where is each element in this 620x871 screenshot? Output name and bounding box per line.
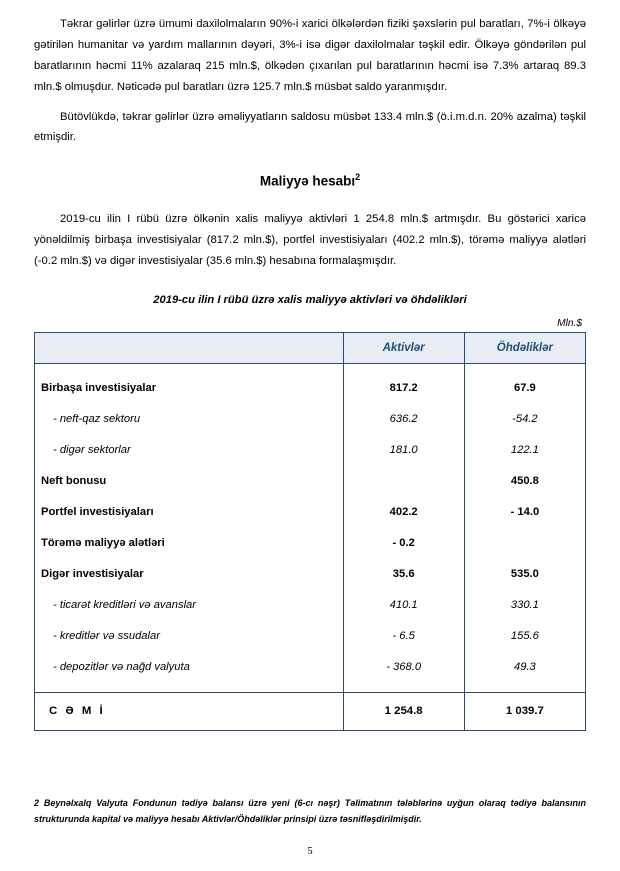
row-assets <box>343 466 464 497</box>
section-title-footnote-ref: 2 <box>355 172 361 183</box>
row-label: Digər investisiyalar <box>35 559 344 590</box>
row-liabilities <box>464 528 585 559</box>
row-liabilities: 122.1 <box>464 435 585 466</box>
row-assets: - 6.5 <box>343 621 464 652</box>
row-assets: - 368.0 <box>343 652 464 683</box>
table-row <box>35 404 586 435</box>
row-assets: - 0.2 <box>343 528 464 559</box>
row-liabilities: 330.1 <box>464 590 585 621</box>
row-liabilities: 155.6 <box>464 621 585 652</box>
section-title <box>34 172 586 189</box>
table-row <box>35 528 586 559</box>
row-assets: 410.1 <box>343 590 464 621</box>
table-header-blank <box>35 332 344 363</box>
page-number: 5 <box>307 846 313 857</box>
table-row <box>35 652 586 683</box>
table-total-row <box>35 692 586 730</box>
row-label: Birbaşa investisiyalar <box>35 373 344 404</box>
row-label: - depozitlər və nağd valyuta <box>35 652 344 683</box>
table-header-liabilities: Öhdəliklər <box>464 332 585 363</box>
row-label: Portfel investisiyaları <box>35 497 344 528</box>
row-liabilities: 67.9 <box>464 373 585 404</box>
table-row <box>35 497 586 528</box>
row-liabilities: 49.3 <box>464 652 585 683</box>
table-unit-label: Mln.$ <box>557 317 582 329</box>
row-label: - kreditlər və ssudalar <box>35 621 344 652</box>
table-caption: 2019-cu ilin I rübü üzrə xalis maliyyə aktivləri və öhdəlikləri <box>153 293 467 306</box>
table-row <box>35 435 586 466</box>
paragraph-2: Bütövlükdə, təkrar gəlirlər üzrə əməliyyatların saldosu müsbət 133.4 mln.$ (ö.i.m.d.n. 20% azalma) təşkil etmişdir. <box>34 110 586 144</box>
row-label: - ticarət kreditləri və avanslar <box>35 590 344 621</box>
table-row <box>35 373 586 404</box>
row-label: Neft bonusu <box>35 466 344 497</box>
table-row <box>35 559 586 590</box>
row-liabilities: 535.0 <box>464 559 585 590</box>
table-spacer-row <box>35 683 586 693</box>
total-liabilities: 1 039.7 <box>464 692 585 730</box>
row-assets: 402.2 <box>343 497 464 528</box>
row-assets: 817.2 <box>343 373 464 404</box>
row-assets: 181.0 <box>343 435 464 466</box>
financial-account-table <box>34 332 586 731</box>
row-liabilities: - 14.0 <box>464 497 585 528</box>
row-assets: 35.6 <box>343 559 464 590</box>
paragraph-3: 2019-cu ilin I rübü üzrə ölkənin xalis maliyyə aktivləri 1 254.8 mln.$ artmışdır. Bu göstərici xaricə yönəldilmiş birbaşa investisiyalar (817.2 mln.$), portfel investisiyaları (402.2 mln.$), törəmə maliyyə alətləri (-0.2 mln.$) və digər investisiyalar (35.6 mln.$) hesabına formalaşmışdır. <box>34 212 586 267</box>
total-assets: 1 254.8 <box>343 692 464 730</box>
total-label: C Ə M İ <box>35 692 344 730</box>
row-label: Törəmə maliyyə alətləri <box>35 528 344 559</box>
footnote-text: Beynəlxalq Valyuta Fondunun tədiyə balansı üzrə yeni (6-cı nəşr) Təlimatının tələblərinə uyğun olaraq tədiyə balansının strukturunda kapital və maliyyə hesabı Aktivlər/Öhdəliklər prinsipi üzrə təsnifləşdirilmişdir. <box>34 798 586 824</box>
paragraph-1: Təkrar gəlirlər üzrə ümumi daxilolmaların 90%-i xarici ölkələrdən fiziki şəxslərin pul baratları, 7%-i ölkəyə gətirilən humanitar və yardım mallarının dəyəri, 3%-i isə digər daxilolmalar təşkil edir. Ölkəyə göndərilən pul baratlarının həcmi 11% azalaraq 215 mln.$, ölkədən çıxarılan pul baratlarının həcmi isə 7.3% artaraq 89.3 mln.$ olmuşdur. Nəticədə pul baratları üzrə 125.7 mln.$ müsbət saldo yaranmışdır. <box>34 18 586 93</box>
row-liabilities: -54.2 <box>464 404 585 435</box>
row-liabilities: 450.8 <box>464 466 585 497</box>
row-assets: 636.2 <box>343 404 464 435</box>
footnote <box>34 796 586 827</box>
table-header-assets: Aktivlər <box>343 332 464 363</box>
table-spacer-row <box>35 363 586 373</box>
table-row <box>35 621 586 652</box>
row-label: - neft-qaz sektoru <box>35 404 344 435</box>
table-row <box>35 466 586 497</box>
section-title-text: Maliyyə hesabı <box>259 173 356 189</box>
row-label: - digər sektorlar <box>35 435 344 466</box>
footnote-number: 2 <box>34 798 40 809</box>
table-header-row <box>35 332 586 363</box>
table-row <box>35 590 586 621</box>
